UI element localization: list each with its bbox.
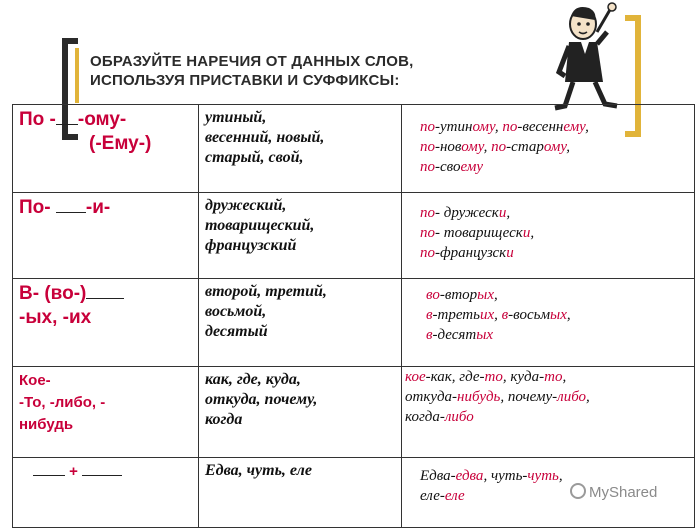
word-line: дружеский, <box>205 197 287 214</box>
word-stem: , <box>566 307 571 323</box>
word-stem: -весенн <box>517 119 564 135</box>
rule-cell <box>13 193 199 279</box>
source-words-cell <box>199 367 402 458</box>
word-stem: , <box>566 139 571 155</box>
affix-highlight: ых <box>477 287 494 303</box>
affix-highlight: ых <box>550 307 567 323</box>
word-stem: , <box>494 307 502 323</box>
watermark <box>570 483 657 501</box>
affix-highlight: ому <box>461 139 484 155</box>
affix-highlight: то <box>484 369 503 385</box>
word-stem: -нов <box>435 139 462 155</box>
rule-prefix: По - <box>19 109 56 130</box>
word-line: французский <box>205 237 297 254</box>
affix-highlight: ому <box>472 119 495 135</box>
affix-highlight: по <box>502 119 518 135</box>
answer-line <box>420 137 688 157</box>
word-line: утиный, <box>205 109 267 126</box>
rule-suffix: -и- <box>85 197 111 218</box>
rule-plus: + <box>69 463 78 480</box>
affix-highlight: ему <box>563 119 586 135</box>
answer-line <box>405 367 688 387</box>
word-stem: -треть <box>432 307 480 323</box>
word-stem: , <box>585 119 589 135</box>
word-stem: откуда- <box>405 389 458 405</box>
answer-cell <box>402 367 695 458</box>
title-line-2: ИСПОЛЬЗУЯ ПРИСТАВКИ И СУФФИКСЫ: <box>90 72 400 89</box>
word-stem: , <box>558 468 563 484</box>
word-stem: , <box>530 225 535 241</box>
answer-line <box>426 305 688 325</box>
affix-highlight: либо <box>557 389 587 405</box>
answer-line <box>420 243 688 263</box>
word-stem: еле- <box>420 488 445 504</box>
word-stem: , <box>562 369 567 385</box>
word-line: Едва, чуть, еле <box>205 462 312 479</box>
rule-suffix: -То, -либо, - <box>19 394 106 411</box>
affix-highlight: и <box>498 205 507 221</box>
affix-highlight: по <box>420 205 435 221</box>
affix-highlight: и <box>522 225 531 241</box>
affix-highlight: ему <box>460 159 483 175</box>
adverb-table <box>12 104 695 528</box>
affix-highlight: нибудь <box>457 389 501 405</box>
word-stem: -стар <box>506 139 544 155</box>
word-stem: -десят <box>432 327 477 343</box>
word-line: как, где, куда, <box>205 371 301 388</box>
page-title <box>90 52 550 90</box>
affix-highlight: ых <box>476 327 494 343</box>
word-stem: -сво <box>435 159 461 175</box>
word-stem: -восьм <box>508 307 551 323</box>
rule-prefix: По- <box>19 197 51 218</box>
answer-line <box>420 157 688 177</box>
rule-cell <box>13 367 199 458</box>
word-stem: когда- <box>405 409 445 425</box>
word-stem: , <box>506 205 511 221</box>
rule-suffix-alt: (-Ему-) <box>89 133 152 154</box>
word-stem: , куда- <box>502 369 545 385</box>
word-stem: , чуть- <box>483 468 528 484</box>
affix-highlight: кое <box>405 369 426 385</box>
rule-suffix-alt: нибудь <box>19 416 74 433</box>
rule-cell <box>13 105 199 193</box>
rule-suffix: -ых, -их <box>19 307 92 328</box>
affix-highlight: во <box>426 287 440 303</box>
word-line: откуда, почему, <box>205 391 318 408</box>
affix-highlight: по <box>420 159 435 175</box>
affix-highlight: в <box>501 307 509 323</box>
word-stem: -утин <box>435 119 473 135</box>
word-line: старый, свой, <box>205 149 304 166</box>
affix-highlight: чуть <box>527 468 559 484</box>
word-stem: -втор <box>439 287 478 303</box>
answer-cell <box>402 193 695 279</box>
rule-cell <box>13 458 199 528</box>
word-line: товарищеский, <box>205 217 315 234</box>
rule-prefix: В- (во-) <box>19 283 87 304</box>
word-stem: -французск <box>435 245 507 261</box>
word-stem: , почему- <box>500 389 558 405</box>
affix-highlight: в <box>426 327 433 343</box>
table-row <box>13 279 695 367</box>
affix-highlight: их <box>479 307 495 323</box>
affix-highlight: и <box>506 245 514 261</box>
table-row <box>13 193 695 279</box>
affix-highlight: по <box>420 119 435 135</box>
affix-highlight: еле <box>444 488 465 504</box>
affix-highlight: в <box>426 307 433 323</box>
answer-line <box>426 285 688 305</box>
word-stem: - товарищеск <box>435 225 523 241</box>
myshared-logo-icon <box>570 483 586 499</box>
title-line-1: ОБРАЗУЙТЕ НАРЕЧИЯ ОТ ДАННЫХ СЛОВ, <box>90 53 414 70</box>
word-stem: , <box>494 119 503 135</box>
thinking-man-illustration <box>545 2 625 112</box>
answer-cell <box>402 279 695 367</box>
affix-highlight: по <box>491 139 507 155</box>
word-stem: - дружеск <box>435 205 499 221</box>
affix-highlight: по <box>420 245 435 261</box>
word-stem: , <box>586 389 590 405</box>
affix-highlight: ому <box>543 139 567 155</box>
word-line: десятый <box>205 323 268 340</box>
word-stem: -как, где- <box>425 369 485 385</box>
affix-highlight: по <box>420 225 435 241</box>
source-words-cell <box>199 279 402 367</box>
word-line: весенний, новый, <box>205 129 325 146</box>
source-words-cell <box>199 193 402 279</box>
table-row <box>13 367 695 458</box>
affix-highlight: едва <box>455 468 484 484</box>
rule-cell <box>13 279 199 367</box>
rule-suffix: -ому- <box>77 109 127 130</box>
answer-line <box>405 387 688 407</box>
word-stem: Едва- <box>420 468 456 484</box>
answer-line <box>405 407 688 427</box>
word-line: когда <box>205 411 243 428</box>
word-stem: , <box>483 139 492 155</box>
source-words-cell <box>199 458 402 528</box>
word-line: второй, третий, <box>205 283 327 300</box>
rule-prefix: Кое- <box>19 372 51 389</box>
affix-highlight: по <box>420 139 435 155</box>
answer-line <box>420 203 688 223</box>
word-stem: , <box>494 287 498 303</box>
watermark-text: MyShared <box>589 484 658 501</box>
answer-cell <box>402 105 695 193</box>
table-row <box>13 105 695 193</box>
answer-line <box>420 223 688 243</box>
affix-highlight: либо <box>444 409 474 425</box>
answer-line <box>420 117 688 137</box>
answer-line <box>426 325 688 345</box>
title-accent-bar <box>75 48 79 103</box>
source-words-cell <box>199 105 402 193</box>
word-line: восьмой, <box>205 303 267 320</box>
affix-highlight: то <box>544 369 563 385</box>
